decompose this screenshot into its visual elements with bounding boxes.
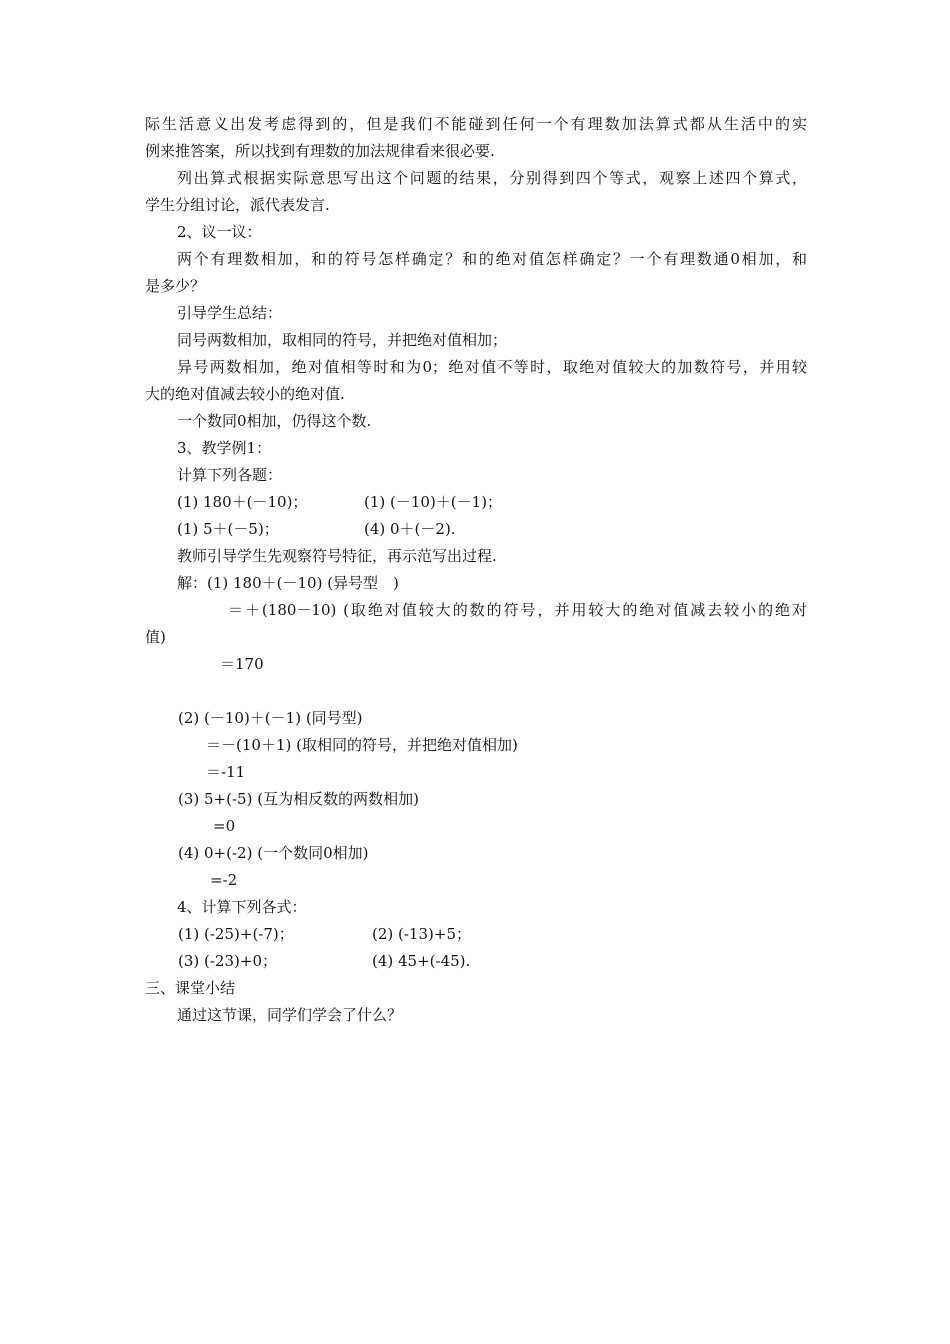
solution-line: (3) 5+(-5) (互为相反数的两数相加): [178, 790, 419, 808]
solution-line: ＝-11: [206, 763, 246, 781]
exercise-item: (2) (-13)+5；: [372, 925, 471, 943]
paragraph-line: 大的绝对值减去较小的绝对值.: [145, 385, 345, 403]
paragraph-line: 教师引导学生先观察符号特征，再示范写出过程.: [177, 547, 497, 565]
paragraph-line: 是多少？: [145, 277, 206, 295]
exercise-item: (4) 0＋(－2).: [364, 520, 456, 538]
paragraph-line: 一个数同0相加，仍得这个数.: [177, 412, 372, 430]
solution-line: 解：(1) 180＋(－10) (异号型 ): [177, 574, 399, 592]
exercise-item: (4) 45+(-45).: [372, 952, 471, 970]
solution-line: ＝＋(180－10) (取绝对值较大的数的符号，并用较大的绝对值减去较小的绝对: [228, 601, 807, 619]
paragraph-line: 同号两数相加，取相同的符号，并把绝对值相加；: [177, 331, 508, 349]
solution-line: 值): [145, 628, 166, 646]
paragraph-line: 学生分组讨论，派代表发言.: [145, 196, 330, 214]
section-heading: 3、教学例1：: [177, 439, 272, 457]
section-heading: 三、课堂小结: [145, 979, 236, 997]
solution-line: ＝170: [220, 655, 264, 673]
paragraph-line: 异号两数相加，绝对值相等时和为0；绝对值不等时，取绝对值较大的加数符号，并用较: [177, 358, 807, 376]
paragraph-line: 际生活意义出发考虑得到的，但是我们不能碰到任何一个有理数加法算式都从生活中的实: [145, 115, 807, 133]
solution-line: =0: [213, 817, 236, 835]
exercise-item: (1) 180＋(－10)；: [177, 493, 308, 511]
exercise-item: (1) 5＋(－5)；: [177, 520, 279, 538]
section-heading: 4、计算下列各式：: [177, 898, 307, 916]
exercise-item: (1) (－10)＋(－1)；: [364, 493, 503, 511]
solution-line: =-2: [210, 871, 238, 889]
solution-line: (2) (－10)＋(－1) (同号型): [178, 709, 363, 727]
solution-line: (4) 0+(-2) (一个数同0相加): [178, 844, 369, 862]
paragraph-line: 两个有理数相加，和的符号怎样确定？和的绝对值怎样确定？一个有理数通0相加，和: [177, 250, 807, 268]
paragraph-line: 列出算式根据实际意思写出这个问题的结果，分别得到四个等式，观察上述四个算式，: [177, 169, 807, 187]
section-heading: 2、议一议：: [177, 223, 262, 241]
paragraph-line: 例来推答案，所以找到有理数的加法规律看来很必要.: [145, 142, 495, 160]
solution-line: ＝－(10＋1) (取相同的符号，并把绝对值相加): [206, 736, 518, 754]
exercise-item: (1) (-25)+(-7)；: [178, 925, 294, 943]
paragraph-line: 计算下列各题：: [177, 466, 283, 484]
paragraph-line: 通过这节课，同学们学会了什么？: [177, 1006, 403, 1024]
paragraph-line: 引导学生总结：: [177, 304, 283, 322]
exercise-item: (3) (-23)+0；: [178, 952, 277, 970]
